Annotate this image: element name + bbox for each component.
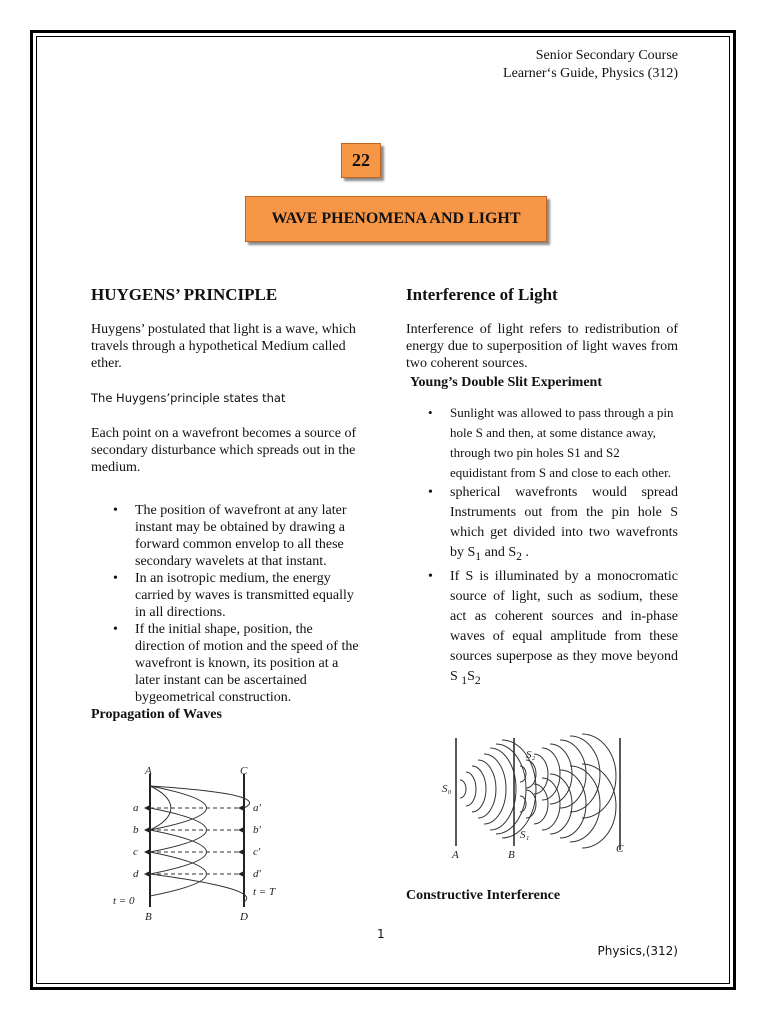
list-item: • The position of wavefront at any later instant may be obtained by drawing a forward common envelop to all these secondary wavelets at that instant. <box>91 502 361 570</box>
right-column <box>406 286 678 691</box>
left-column <box>91 286 361 723</box>
ydse-heading: Young’s Double Slit Experiment <box>410 375 603 390</box>
label-S0: S₀ <box>442 783 452 795</box>
chapter-number: 22 <box>341 143 381 178</box>
huygens-heading: HUYGENS’ PRINCIPLE <box>91 285 278 304</box>
list-item: • spherical wavefronts would spread Instruments out from the pin hole S which get divided into two wavefronts by $S_1$ and $S_2$ . <box>406 483 678 567</box>
huygens-statement: Each point on a wavefront becomes a source of secondary disturbance which spreads out in the medium. <box>91 426 357 475</box>
label-c-prime: c′ <box>253 846 261 858</box>
label-b: b <box>133 824 139 836</box>
interference-definition: Interference of light refers to redistribution of energy due to superposition of light waves from two coherent sources. <box>406 322 678 371</box>
label-tT: t = T <box>253 886 276 898</box>
propagation-figure <box>113 764 313 924</box>
page-header <box>503 47 678 83</box>
label-A: A <box>145 765 152 777</box>
list-item: • If S is illuminated by a monocromatic source of light, such as sodium, these act as coherent sources and in-phase waves of equal amplitude from these sources superpose as they move beyond S $_1S_2$ <box>406 567 678 691</box>
huygens-states: The Huygens’principle states that <box>91 391 286 405</box>
label-C: C <box>240 765 248 777</box>
list-item: • In an isotropic medium, the energy carried by waves is transmitted equally in all directions. <box>91 570 361 621</box>
label-a-prime: a′ <box>253 802 261 814</box>
interference-heading: Interference of Light <box>406 285 558 304</box>
label-c: c <box>133 846 138 858</box>
label-B: B <box>145 911 152 923</box>
chapter-title: WAVE PHENOMENA AND LIGHT <box>245 196 547 242</box>
propagation-heading: Propagation of Waves <box>91 707 222 722</box>
huygens-bullets <box>91 502 361 706</box>
label-C: C <box>616 843 624 855</box>
label-a: a <box>133 802 139 814</box>
constructive-heading: Constructive Interference <box>406 888 561 903</box>
label-b-prime: b′ <box>253 824 261 836</box>
label-A: A <box>452 849 459 861</box>
label-d-prime: d′ <box>253 868 261 880</box>
list-item: • If the initial shape, position, the direction of motion and the speed of the wavefront is known, its position at a later instant can be ascertained bygeometrical construction. <box>91 621 361 706</box>
list-item: • Sunlight was allowed to pass through a pin hole S and then, at some distance away, through two pin holes S1 and S2 equidistant from S and close to each other. <box>406 403 678 483</box>
label-B: B <box>508 849 515 861</box>
footer-course: Physics,(312) <box>597 944 678 958</box>
ydse-bullets <box>406 403 678 691</box>
label-S2: S₂ <box>526 749 536 761</box>
label-S1: S₁ <box>520 829 530 841</box>
label-t0: t = 0 <box>113 895 135 907</box>
header-course: Senior Secondary Course <box>535 48 678 63</box>
double-slit-figure <box>408 728 680 868</box>
label-d: d <box>133 868 139 880</box>
huygens-intro: Huygens’ postulated that light is a wave, which travels through a hypothetical Medium called ether. <box>91 322 356 371</box>
label-D: D <box>240 911 248 923</box>
page-number: 1 <box>377 927 385 941</box>
header-guide: Learner‘s Guide, Physics (312) <box>503 66 678 81</box>
